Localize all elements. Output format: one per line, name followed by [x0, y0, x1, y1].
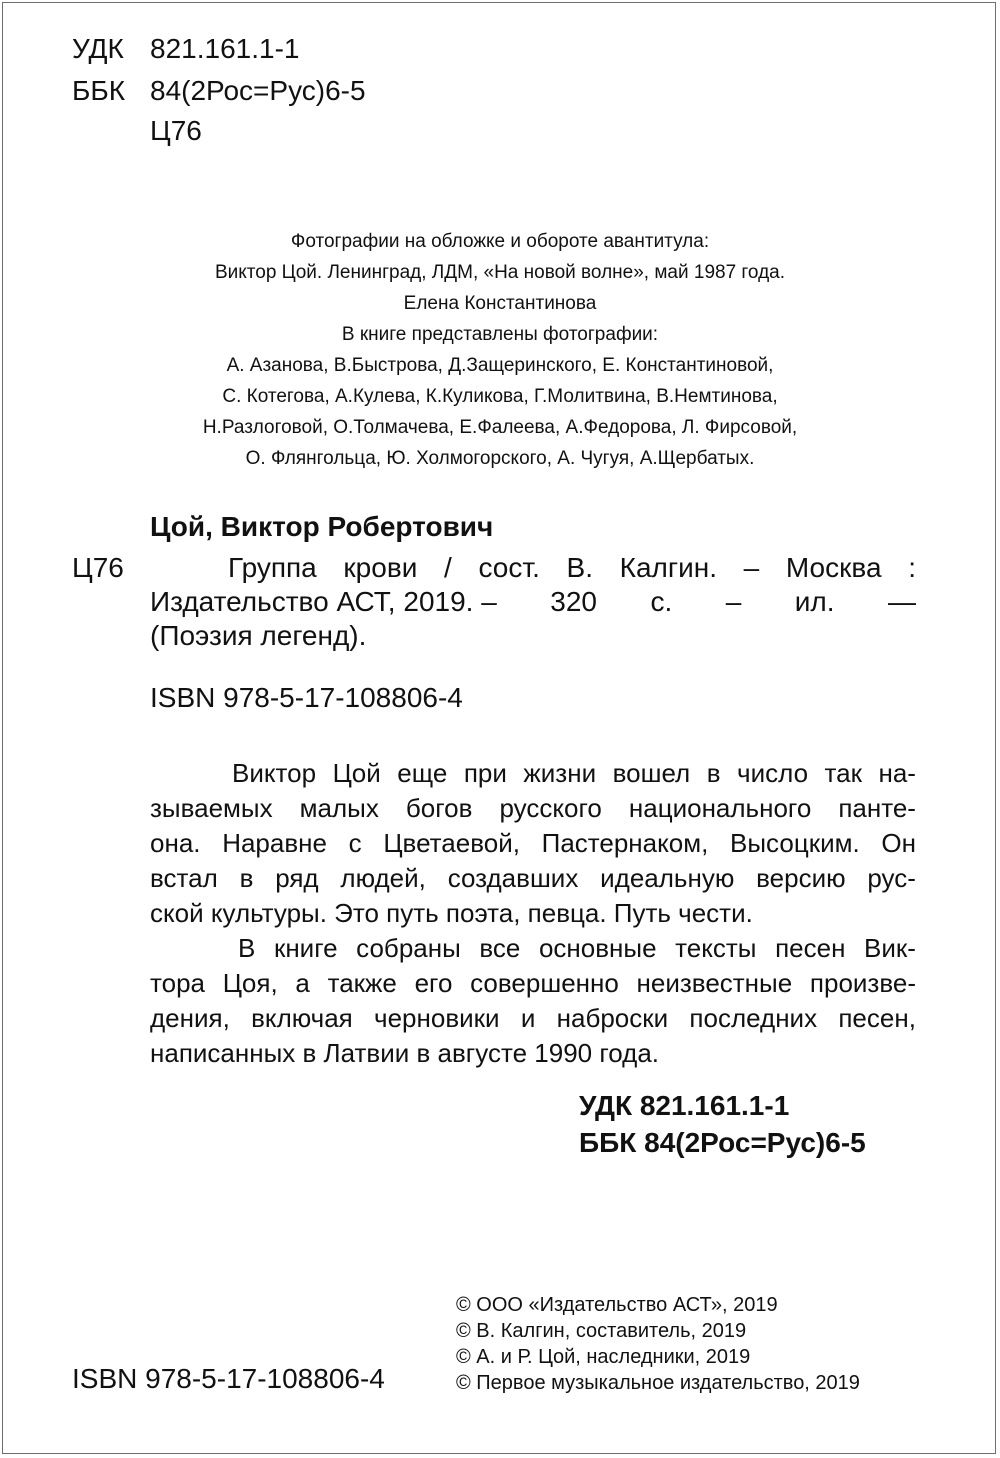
word: рус-: [867, 863, 916, 893]
word: еще: [397, 758, 448, 788]
word: В: [238, 933, 256, 963]
word: —: [887, 586, 916, 617]
word: Наравне: [222, 828, 327, 858]
word: /: [444, 552, 452, 583]
word: черновики: [374, 1003, 500, 1033]
word: написанных в Латвии в августе 1990 года.: [150, 1038, 660, 1068]
word: малых: [299, 793, 379, 823]
word: она.: [150, 828, 201, 858]
word: Высоцким.: [730, 828, 860, 858]
copyright-line: © ООО «Издательство АСТ», 2019: [456, 1294, 778, 1316]
word: основные: [538, 933, 657, 963]
word: Цой: [332, 758, 381, 788]
photo-credits: [0, 226, 1000, 474]
word: также: [327, 968, 397, 998]
biblio-line: [150, 551, 916, 585]
copyright-line: © А. и Р. Цой, наследники, 2019: [456, 1346, 751, 1368]
word: национального: [628, 793, 812, 823]
word: а: [295, 968, 310, 998]
credits-line: Виктор Цой. Ленинград, ЛДМ, «На новой волне», май 1987 года.: [214, 262, 786, 283]
credits-line: А. Азанова, В.Быстрова, Д.Защеринского, Е. Константиновой,: [226, 355, 774, 376]
word: русского: [499, 793, 602, 823]
word: последних: [689, 1003, 818, 1033]
word: и: [520, 1003, 536, 1033]
word: жизни: [523, 758, 597, 788]
annotation: [150, 756, 916, 1071]
word: включая: [251, 1003, 353, 1033]
biblio-line: [150, 585, 916, 619]
bibliographic-description: [150, 551, 916, 653]
author-mark: Ц76: [150, 115, 202, 146]
udk-value: 821.161.1-1: [150, 33, 300, 64]
udk-row: [72, 32, 299, 66]
copyright-line: © В. Калгин, составитель, 2019: [456, 1320, 747, 1342]
annotation-line: [150, 756, 916, 791]
word: Он: [881, 828, 916, 858]
biblio-line: (Поэзия легенд).: [150, 620, 367, 651]
isbn-bottom: ISBN 978-5-17-108806-4: [72, 1363, 385, 1394]
credits-line: Н.Разлоговой, О.Толмачева, Е.Фалеева, А.Федорова, Л. Фирсовой,: [202, 417, 798, 438]
bbk-bottom: ББК 84(2Рос=Рус)6-5: [579, 1127, 866, 1158]
word: идеальную: [600, 863, 735, 893]
word: неизвестные: [636, 968, 793, 998]
word: в: [239, 863, 254, 893]
word: В.: [566, 552, 593, 583]
udk-bottom: УДК 821.161.1-1: [579, 1090, 790, 1121]
bbk-value: 84(2Рос=Рус)6-5: [150, 75, 366, 106]
word: при: [463, 758, 507, 788]
word: богов: [405, 793, 473, 823]
word: песен,: [838, 1003, 916, 1033]
word: тора: [150, 968, 205, 998]
word: собраны: [356, 933, 461, 963]
credits-line: Фотографии на обложке и обороте авантитула:: [290, 231, 710, 252]
annotation-line: [150, 896, 916, 931]
author-heading: Цой, Виктор Робертович: [150, 511, 494, 542]
annotation-line: [150, 791, 916, 826]
word: песен: [775, 933, 846, 963]
word: вошел: [612, 758, 691, 788]
word: все: [479, 933, 521, 963]
word: встал: [150, 863, 218, 893]
word: :: [908, 552, 916, 583]
annotation-line: [150, 1001, 916, 1036]
word: Виктор: [232, 758, 317, 788]
word: с.: [650, 586, 673, 617]
credits-line: С. Котегова, А.Кулева, К.Куликова, Г.Молитвина, В.Немтинова,: [222, 386, 778, 407]
word: панте-: [838, 793, 916, 823]
word: книге: [273, 933, 338, 963]
isbn: ISBN 978-5-17-108806-4: [150, 682, 463, 713]
word: число: [737, 758, 809, 788]
word: Цоя,: [222, 968, 278, 998]
word: Группа: [228, 552, 317, 583]
word: 320: [550, 586, 597, 617]
word: зываемых: [150, 793, 273, 823]
word: с: [348, 828, 362, 858]
word: сост.: [478, 552, 540, 583]
word: Издательство АСТ, 2019. –: [150, 586, 497, 617]
word: на-: [878, 758, 916, 788]
word: Пастернаком,: [541, 828, 709, 858]
copyright-block: [456, 1292, 860, 1396]
credits-line: В книге представлены фотографии:: [341, 324, 659, 345]
bbk-row: [72, 74, 366, 108]
word: Вик-: [864, 933, 916, 963]
word: создавших: [447, 863, 579, 893]
annotation-line: [150, 931, 916, 966]
word: произве-: [809, 968, 916, 998]
word: наброски: [556, 1003, 669, 1033]
word: Москва: [785, 552, 882, 583]
author-mark-row: [72, 114, 202, 148]
word: Калгин.: [619, 552, 717, 583]
credits-line: О. Флянгольца, Ю. Холмогорского, А. Чугуя, А.Щербатых.: [245, 448, 755, 469]
annotation-line: [150, 1036, 916, 1071]
word: тексты: [675, 933, 757, 963]
word: ской культуры. Это путь поэта, певца. Путь чести.: [150, 898, 753, 928]
word: совершенно: [470, 968, 619, 998]
word: ряд: [275, 863, 319, 893]
credits-line: Елена Константинова: [403, 293, 597, 314]
word: его: [414, 968, 453, 998]
word: версию: [756, 863, 846, 893]
annotation-line: [150, 826, 916, 861]
word: ил.: [794, 586, 835, 617]
word: –: [725, 586, 742, 617]
word: Цветаевой,: [383, 828, 520, 858]
word: –: [743, 552, 760, 583]
word: людей,: [340, 863, 426, 893]
author-code: Ц76: [72, 552, 124, 583]
udk-label: УДК: [72, 33, 124, 64]
bbk-label: ББК: [72, 75, 126, 106]
word: так: [824, 758, 862, 788]
copyright-line: © Первое музыкальное издательство, 2019: [456, 1372, 860, 1394]
annotation-line: [150, 966, 916, 1001]
word: крови: [343, 552, 418, 583]
annotation-line: [150, 861, 916, 896]
page-border: [2, 2, 996, 1454]
word: в: [706, 758, 721, 788]
word: дения,: [150, 1003, 230, 1033]
